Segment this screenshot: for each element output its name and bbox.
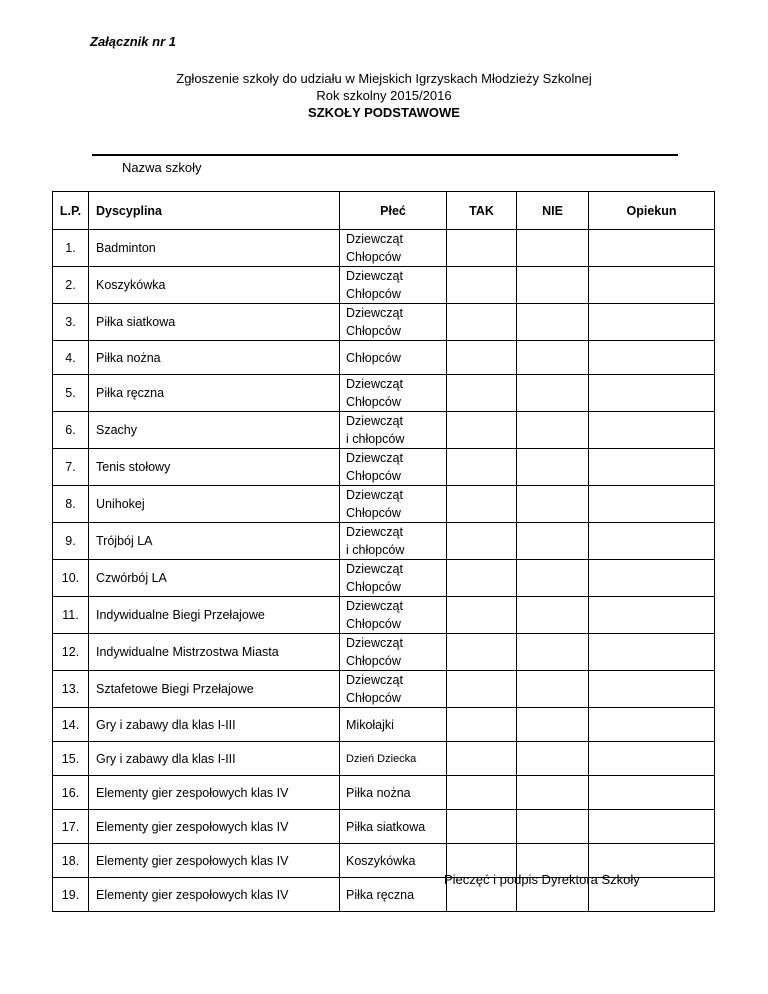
row-number: 14. (53, 708, 89, 742)
signature-label: Pieczęć i podpis Dyrektora Szkoły (444, 872, 640, 887)
row-supervisor-cell[interactable] (589, 449, 715, 486)
row-yes-cell[interactable] (447, 412, 517, 449)
row-gender (340, 341, 447, 375)
row-number: 19. (53, 878, 89, 912)
attachment-label: Załącznik nr 1 (90, 34, 176, 49)
row-yes-cell[interactable] (447, 230, 517, 267)
row-yes-cell[interactable] (447, 341, 517, 375)
row-number: 6. (53, 412, 89, 449)
row-no-cell[interactable] (517, 810, 589, 844)
header-gender: Płeć (340, 192, 447, 230)
row-discipline: Sztafetowe Biegi Przełajowe (89, 671, 340, 708)
row-no-cell[interactable] (517, 742, 589, 776)
row-number: 10. (53, 560, 89, 597)
row-discipline: Elementy gier zespołowych klas IV (89, 776, 340, 810)
row-discipline: Szachy (89, 412, 340, 449)
row-discipline: Piłka ręczna (89, 375, 340, 412)
row-number: 13. (53, 671, 89, 708)
row-gender (340, 230, 447, 267)
row-discipline: Indywidualne Mistrzostwa Miasta (89, 634, 340, 671)
row-discipline: Piłka siatkowa (89, 304, 340, 341)
row-no-cell[interactable] (517, 304, 589, 341)
row-supervisor-cell[interactable] (589, 341, 715, 375)
row-supervisor-cell[interactable] (589, 230, 715, 267)
row-no-cell[interactable] (517, 634, 589, 671)
row-no-cell[interactable] (517, 230, 589, 267)
gender-line: Dziewcząt (346, 673, 403, 687)
row-gender (340, 634, 447, 671)
row-discipline: Unihokej (89, 486, 340, 523)
table-row (53, 341, 715, 375)
row-discipline: Gry i zabawy dla klas I-III (89, 742, 340, 776)
row-discipline: Elementy gier zespołowych klas IV (89, 844, 340, 878)
table-row (53, 375, 715, 412)
row-no-cell[interactable] (517, 267, 589, 304)
row-gender (340, 878, 447, 912)
gender-line: Dziewcząt (346, 636, 403, 650)
row-yes-cell[interactable] (447, 776, 517, 810)
gender-line: Dziewcząt (346, 269, 403, 283)
gender-line: Chłopców (346, 287, 401, 301)
row-yes-cell[interactable] (447, 560, 517, 597)
table-row (53, 560, 715, 597)
row-number: 5. (53, 375, 89, 412)
row-number: 8. (53, 486, 89, 523)
row-supervisor-cell[interactable] (589, 412, 715, 449)
row-supervisor-cell[interactable] (589, 671, 715, 708)
row-gender (340, 267, 447, 304)
gender-line: Dziewcząt (346, 306, 403, 320)
table-row (53, 776, 715, 810)
row-supervisor-cell[interactable] (589, 634, 715, 671)
row-yes-cell[interactable] (447, 671, 517, 708)
row-yes-cell[interactable] (447, 267, 517, 304)
row-number: 3. (53, 304, 89, 341)
row-gender (340, 671, 447, 708)
gender-line: Chłopców (346, 506, 401, 520)
row-no-cell[interactable] (517, 708, 589, 742)
table-header-row (53, 192, 715, 230)
gender-line: i chłopców (346, 432, 405, 446)
row-gender (340, 597, 447, 634)
row-gender (340, 486, 447, 523)
header-lp: L.P. (53, 192, 89, 230)
row-gender (340, 708, 447, 742)
row-supervisor-cell[interactable] (589, 486, 715, 523)
table-row (53, 230, 715, 267)
row-no-cell[interactable] (517, 412, 589, 449)
school-name-label: Nazwa szkoły (122, 160, 202, 175)
row-supervisor-cell[interactable] (589, 810, 715, 844)
row-yes-cell[interactable] (447, 810, 517, 844)
table-row (53, 449, 715, 486)
row-supervisor-cell[interactable] (589, 523, 715, 560)
row-gender (340, 375, 447, 412)
gender-line: Dziewcząt (346, 488, 403, 502)
row-discipline: Trójbój LA (89, 523, 340, 560)
row-gender (340, 560, 447, 597)
row-gender (340, 449, 447, 486)
row-discipline: Gry i zabawy dla klas I-III (89, 708, 340, 742)
row-gender (340, 742, 447, 776)
row-discipline: Badminton (89, 230, 340, 267)
row-supervisor-cell[interactable] (589, 304, 715, 341)
table-row (53, 810, 715, 844)
row-discipline: Piłka nożna (89, 341, 340, 375)
row-no-cell[interactable] (517, 341, 589, 375)
row-number: 12. (53, 634, 89, 671)
row-no-cell[interactable] (517, 486, 589, 523)
table-row (53, 742, 715, 776)
row-yes-cell[interactable] (447, 742, 517, 776)
gender-line: Chłopców (346, 250, 401, 264)
row-number: 16. (53, 776, 89, 810)
row-gender (340, 304, 447, 341)
table-row (53, 708, 715, 742)
gender-line: i chłopców (346, 543, 405, 557)
table-row (53, 523, 715, 560)
row-discipline: Tenis stołowy (89, 449, 340, 486)
gender-line: Chłopców (346, 691, 401, 705)
gender-line: Mikołajki (346, 717, 394, 732)
table-row (53, 634, 715, 671)
header-yes: TAK (447, 192, 517, 230)
gender-line: Piłka ręczna (346, 887, 415, 902)
table-row (53, 671, 715, 708)
row-no-cell[interactable] (517, 449, 589, 486)
row-no-cell[interactable] (517, 560, 589, 597)
row-yes-cell[interactable] (447, 708, 517, 742)
row-gender (340, 776, 447, 810)
row-number: 15. (53, 742, 89, 776)
row-discipline: Koszykówka (89, 267, 340, 304)
row-number: 2. (53, 267, 89, 304)
gender-line: Dziewcząt (346, 232, 403, 246)
table-row (53, 304, 715, 341)
table-row (53, 412, 715, 449)
gender-line: Dziewcząt (346, 599, 403, 613)
row-discipline: Elementy gier zespołowych klas IV (89, 810, 340, 844)
row-yes-cell[interactable] (447, 634, 517, 671)
table-row (53, 486, 715, 523)
row-yes-cell[interactable] (447, 449, 517, 486)
gender-line: Chłopców (346, 350, 401, 365)
table-row (53, 267, 715, 304)
row-yes-cell[interactable] (447, 486, 517, 523)
gender-line: Dziewcząt (346, 451, 403, 465)
row-number: 4. (53, 341, 89, 375)
row-supervisor-cell[interactable] (589, 708, 715, 742)
row-yes-cell[interactable] (447, 304, 517, 341)
row-gender (340, 523, 447, 560)
row-no-cell[interactable] (517, 671, 589, 708)
row-number: 11. (53, 597, 89, 634)
document-title (0, 70, 768, 121)
gender-line: Chłopców (346, 617, 401, 631)
gender-line: Chłopców (346, 395, 401, 409)
gender-line: Dziewcząt (346, 562, 403, 576)
row-supervisor-cell[interactable] (589, 742, 715, 776)
row-no-cell[interactable] (517, 597, 589, 634)
row-number: 17. (53, 810, 89, 844)
row-gender (340, 810, 447, 844)
row-number: 7. (53, 449, 89, 486)
gender-line: Chłopców (346, 469, 401, 483)
title-line-1: Zgłoszenie szkoły do udziału w Miejskich Igrzyskach Młodzieży Szkolnej (176, 71, 592, 86)
row-discipline: Elementy gier zespołowych klas IV (89, 878, 340, 912)
gender-line: Dzień Dziecka (346, 752, 417, 765)
gender-line: Dziewcząt (346, 377, 403, 391)
row-supervisor-cell[interactable] (589, 375, 715, 412)
row-no-cell[interactable] (517, 523, 589, 560)
row-supervisor-cell[interactable] (589, 560, 715, 597)
header-discipline: Dyscyplina (89, 192, 340, 230)
row-gender (340, 844, 447, 878)
title-line-3: SZKOŁY PODSTAWOWE (308, 105, 460, 120)
row-number: 18. (53, 844, 89, 878)
gender-line: Chłopców (346, 324, 401, 338)
row-no-cell[interactable] (517, 375, 589, 412)
gender-line: Piłka siatkowa (346, 819, 426, 834)
gender-line: Koszykówka (346, 853, 416, 868)
row-discipline: Indywidualne Biegi Przełajowe (89, 597, 340, 634)
gender-line: Chłopców (346, 580, 401, 594)
row-yes-cell[interactable] (447, 523, 517, 560)
disciplines-table (52, 191, 715, 912)
gender-line: Chłopców (346, 654, 401, 668)
table-row (53, 597, 715, 634)
row-yes-cell[interactable] (447, 375, 517, 412)
row-supervisor-cell[interactable] (589, 776, 715, 810)
row-supervisor-cell[interactable] (589, 597, 715, 634)
gender-line: Dziewcząt (346, 414, 403, 428)
row-supervisor-cell[interactable] (589, 267, 715, 304)
row-yes-cell[interactable] (447, 597, 517, 634)
school-name-line[interactable] (92, 154, 678, 156)
row-number: 1. (53, 230, 89, 267)
header-supervisor: Opiekun (589, 192, 715, 230)
title-line-2: Rok szkolny 2015/2016 (316, 88, 452, 103)
row-gender (340, 412, 447, 449)
row-no-cell[interactable] (517, 776, 589, 810)
row-number: 9. (53, 523, 89, 560)
gender-line: Piłka nożna (346, 785, 411, 800)
gender-line: Dziewcząt (346, 525, 403, 539)
row-discipline: Czwórbój LA (89, 560, 340, 597)
header-no: NIE (517, 192, 589, 230)
